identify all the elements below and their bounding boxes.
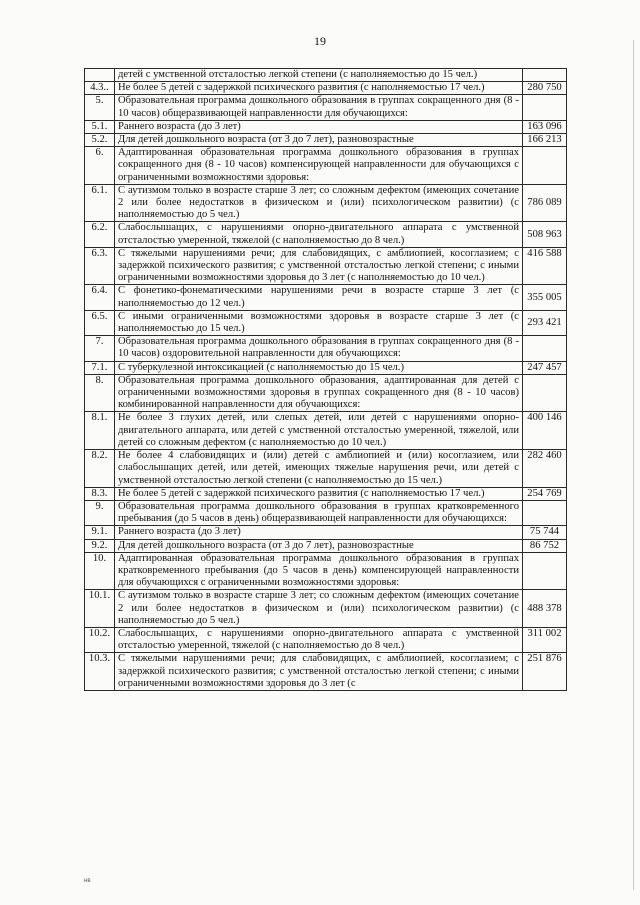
table-row bbox=[85, 310, 567, 335]
row-number: 8.3. bbox=[85, 487, 115, 500]
row-number: 6.3. bbox=[85, 247, 115, 285]
row-number: 6.2. bbox=[85, 222, 115, 247]
table-row bbox=[85, 184, 567, 222]
row-description: Образовательная программа дошкольного образования, адаптированная для детей с ограниченными возможностями здоровья в группах сокращенного дня (8 - 10 часов) комбинированной направленности для обучающихся: bbox=[115, 374, 523, 412]
row-value: 251 876 bbox=[523, 653, 567, 691]
row-number: 5.2. bbox=[85, 134, 115, 147]
row-number: 6.5. bbox=[85, 310, 115, 335]
row-number: 5.1. bbox=[85, 120, 115, 133]
row-description: С тяжелыми нарушениями речи; для слабовидящих, с амблиопией, косоглазием; с задержкой психического развития; с умственной отсталостью легкой степени; с иными ограниченными возможностями здоровья до 3 лет (с наполняемостью до 10 чел.) bbox=[115, 247, 523, 285]
table-row bbox=[85, 69, 567, 82]
row-value: 488 378 bbox=[523, 590, 567, 628]
row-description: Раннего возраста (до 3 лет) bbox=[115, 120, 523, 133]
row-number: 9.1. bbox=[85, 526, 115, 539]
row-value: 293 421 bbox=[523, 310, 567, 335]
row-value bbox=[523, 500, 567, 525]
row-value: 75 744 bbox=[523, 526, 567, 539]
row-description: Слабослышащих, с нарушениями опорно-двигательного аппарата с умственной отсталостью умеренной, тяжелой (с наполняемостью до 8 чел.) bbox=[115, 627, 523, 652]
row-description: Слабослышащих, с нарушениями опорно-двигательного аппарата с умственной отсталостью умеренной, тяжелой (с наполняемостью до 8 чел.) bbox=[115, 222, 523, 247]
row-number bbox=[85, 69, 115, 82]
row-value bbox=[523, 69, 567, 82]
table-row bbox=[85, 374, 567, 412]
row-description: Не более 4 слабовидящих и (или) детей с амблиопией и (или) косоглазием, или слабослышащих детей, или детей, имеющих тяжелые нарушения речи, или детей с умственной отсталостью легкой степени (с наполняемостью до 15 чел.) bbox=[115, 450, 523, 488]
table-row bbox=[85, 627, 567, 652]
row-number: 6.4. bbox=[85, 285, 115, 310]
row-value bbox=[523, 147, 567, 185]
row-description: С аутизмом только в возрасте старше 3 лет; со сложным дефектом (имеющих сочетание 2 или более недостатков в физическом и (или) психологическом развитии) (с наполняемостью до 5 чел.) bbox=[115, 590, 523, 628]
row-number: 8.1. bbox=[85, 412, 115, 450]
table-row bbox=[85, 552, 567, 590]
row-description: Не более 5 детей с задержкой психического развития (с наполняемостью 17 чел.) bbox=[115, 82, 523, 95]
table-row bbox=[85, 336, 567, 361]
table-body bbox=[85, 69, 567, 691]
row-description: Образовательная программа дошкольного образования в группах сокращенного дня (8 - 10 часов) общеразвивающей направленности для обучающихся: bbox=[115, 95, 523, 120]
table-row bbox=[85, 222, 567, 247]
row-description: детей с умственной отсталостью легкой степени (с наполняемостью до 15 чел.) bbox=[115, 69, 523, 82]
table-row bbox=[85, 247, 567, 285]
table-row bbox=[85, 526, 567, 539]
row-description: Для детей дошкольного возраста (от 3 до 7 лет), разновозрастные bbox=[115, 134, 523, 147]
table-row bbox=[85, 134, 567, 147]
row-value bbox=[523, 552, 567, 590]
row-value: 166 213 bbox=[523, 134, 567, 147]
table-row bbox=[85, 412, 567, 450]
row-number: 9. bbox=[85, 500, 115, 525]
table-row bbox=[85, 82, 567, 95]
scan-edge bbox=[633, 40, 634, 890]
table-row bbox=[85, 120, 567, 133]
row-value: 254 769 bbox=[523, 487, 567, 500]
row-value bbox=[523, 336, 567, 361]
table-row bbox=[85, 361, 567, 374]
footer-mark: нв bbox=[84, 878, 91, 884]
row-number: 6. bbox=[85, 147, 115, 185]
row-number: 10.2. bbox=[85, 627, 115, 652]
table-row bbox=[85, 285, 567, 310]
row-description: Раннего возраста (до 3 лет) bbox=[115, 526, 523, 539]
row-number: 10.3. bbox=[85, 653, 115, 691]
row-description: С тяжелыми нарушениями речи; для слабовидящих, с амблиопией, косоглазием; с задержкой психического развития; с умственной отсталостью легкой степени; с иными ограниченными возможностями здоровья до 3 лет (с bbox=[115, 653, 523, 691]
row-number: 10.1. bbox=[85, 590, 115, 628]
row-description: Образовательная программа дошкольного образования в группах кратковременного пребывания (до 5 часов в день) общеразвивающей направленности для обучающихся: bbox=[115, 500, 523, 525]
table-row bbox=[85, 147, 567, 185]
row-value: 282 460 bbox=[523, 450, 567, 488]
table-row bbox=[85, 450, 567, 488]
row-value: 86 752 bbox=[523, 539, 567, 552]
row-number: 8. bbox=[85, 374, 115, 412]
row-description: С туберкулезной интоксикацией (с наполняемостью до 15 чел.) bbox=[115, 361, 523, 374]
row-value: 508 963 bbox=[523, 222, 567, 247]
row-description: Образовательная программа дошкольного образования в группах сокращенного дня (8 - 10 часов) оздоровительной направленности для обучающихся: bbox=[115, 336, 523, 361]
row-description: Не более 3 глухих детей, или слепых детей, или детей с нарушениями опорно-двигательного аппарата, или детей с умственной отсталостью умеренной, тяжелой, или детей со сложным дефектом (с наполняемостью до 10 чел.) bbox=[115, 412, 523, 450]
row-value: 163 096 bbox=[523, 120, 567, 133]
row-value: 247 457 bbox=[523, 361, 567, 374]
row-number: 10. bbox=[85, 552, 115, 590]
row-description: Не более 5 детей с задержкой психического развития (с наполняемостью 17 чел.) bbox=[115, 487, 523, 500]
row-value: 416 588 bbox=[523, 247, 567, 285]
row-value: 355 005 bbox=[523, 285, 567, 310]
row-number: 8.2. bbox=[85, 450, 115, 488]
row-value bbox=[523, 374, 567, 412]
row-value: 311 002 bbox=[523, 627, 567, 652]
table-row bbox=[85, 539, 567, 552]
row-number: 7.1. bbox=[85, 361, 115, 374]
row-description: С аутизмом только в возрасте старше 3 лет; со сложным дефектом (имеющих сочетание 2 или более недостатков в физическом и (или) психологическом развитии) (с наполняемостью до 5 чел.) bbox=[115, 184, 523, 222]
row-value: 786 089 bbox=[523, 184, 567, 222]
table-row bbox=[85, 95, 567, 120]
row-number: 7. bbox=[85, 336, 115, 361]
row-description: Для детей дошкольного возраста (от 3 до 7 лет), разновозрастные bbox=[115, 539, 523, 552]
row-description: Адаптированная образовательная программа дошкольного образования в группах кратковременного пребывания (до 5 часов в день) компенсирующей направленности для обучающихся с ограниченными возможностями здоровья: bbox=[115, 552, 523, 590]
row-number: 4.3.. bbox=[85, 82, 115, 95]
row-value bbox=[523, 95, 567, 120]
row-number: 9.2. bbox=[85, 539, 115, 552]
table-row bbox=[85, 653, 567, 691]
page-number: 19 bbox=[314, 34, 326, 48]
row-value: 400 146 bbox=[523, 412, 567, 450]
row-description: С иными ограниченными возможностями здоровья в возрасте старше 3 лет (с наполняемостью до 15 чел.) bbox=[115, 310, 523, 335]
tariff-table bbox=[84, 68, 567, 691]
row-description: Адаптированная образовательная программа дошкольного образования в группах сокращенного дня (8 - 10 часов) компенсирующей направленности для обучающихся с ограниченными возможностями здоровья: bbox=[115, 147, 523, 185]
table-row bbox=[85, 590, 567, 628]
row-number: 5. bbox=[85, 95, 115, 120]
table-row bbox=[85, 487, 567, 500]
row-number: 6.1. bbox=[85, 184, 115, 222]
row-description: С фонетико-фонематическими нарушениями речи в возрасте старше 3 лет (с наполняемостью до 12 чел.) bbox=[115, 285, 523, 310]
table-row bbox=[85, 500, 567, 525]
row-value: 280 750 bbox=[523, 82, 567, 95]
